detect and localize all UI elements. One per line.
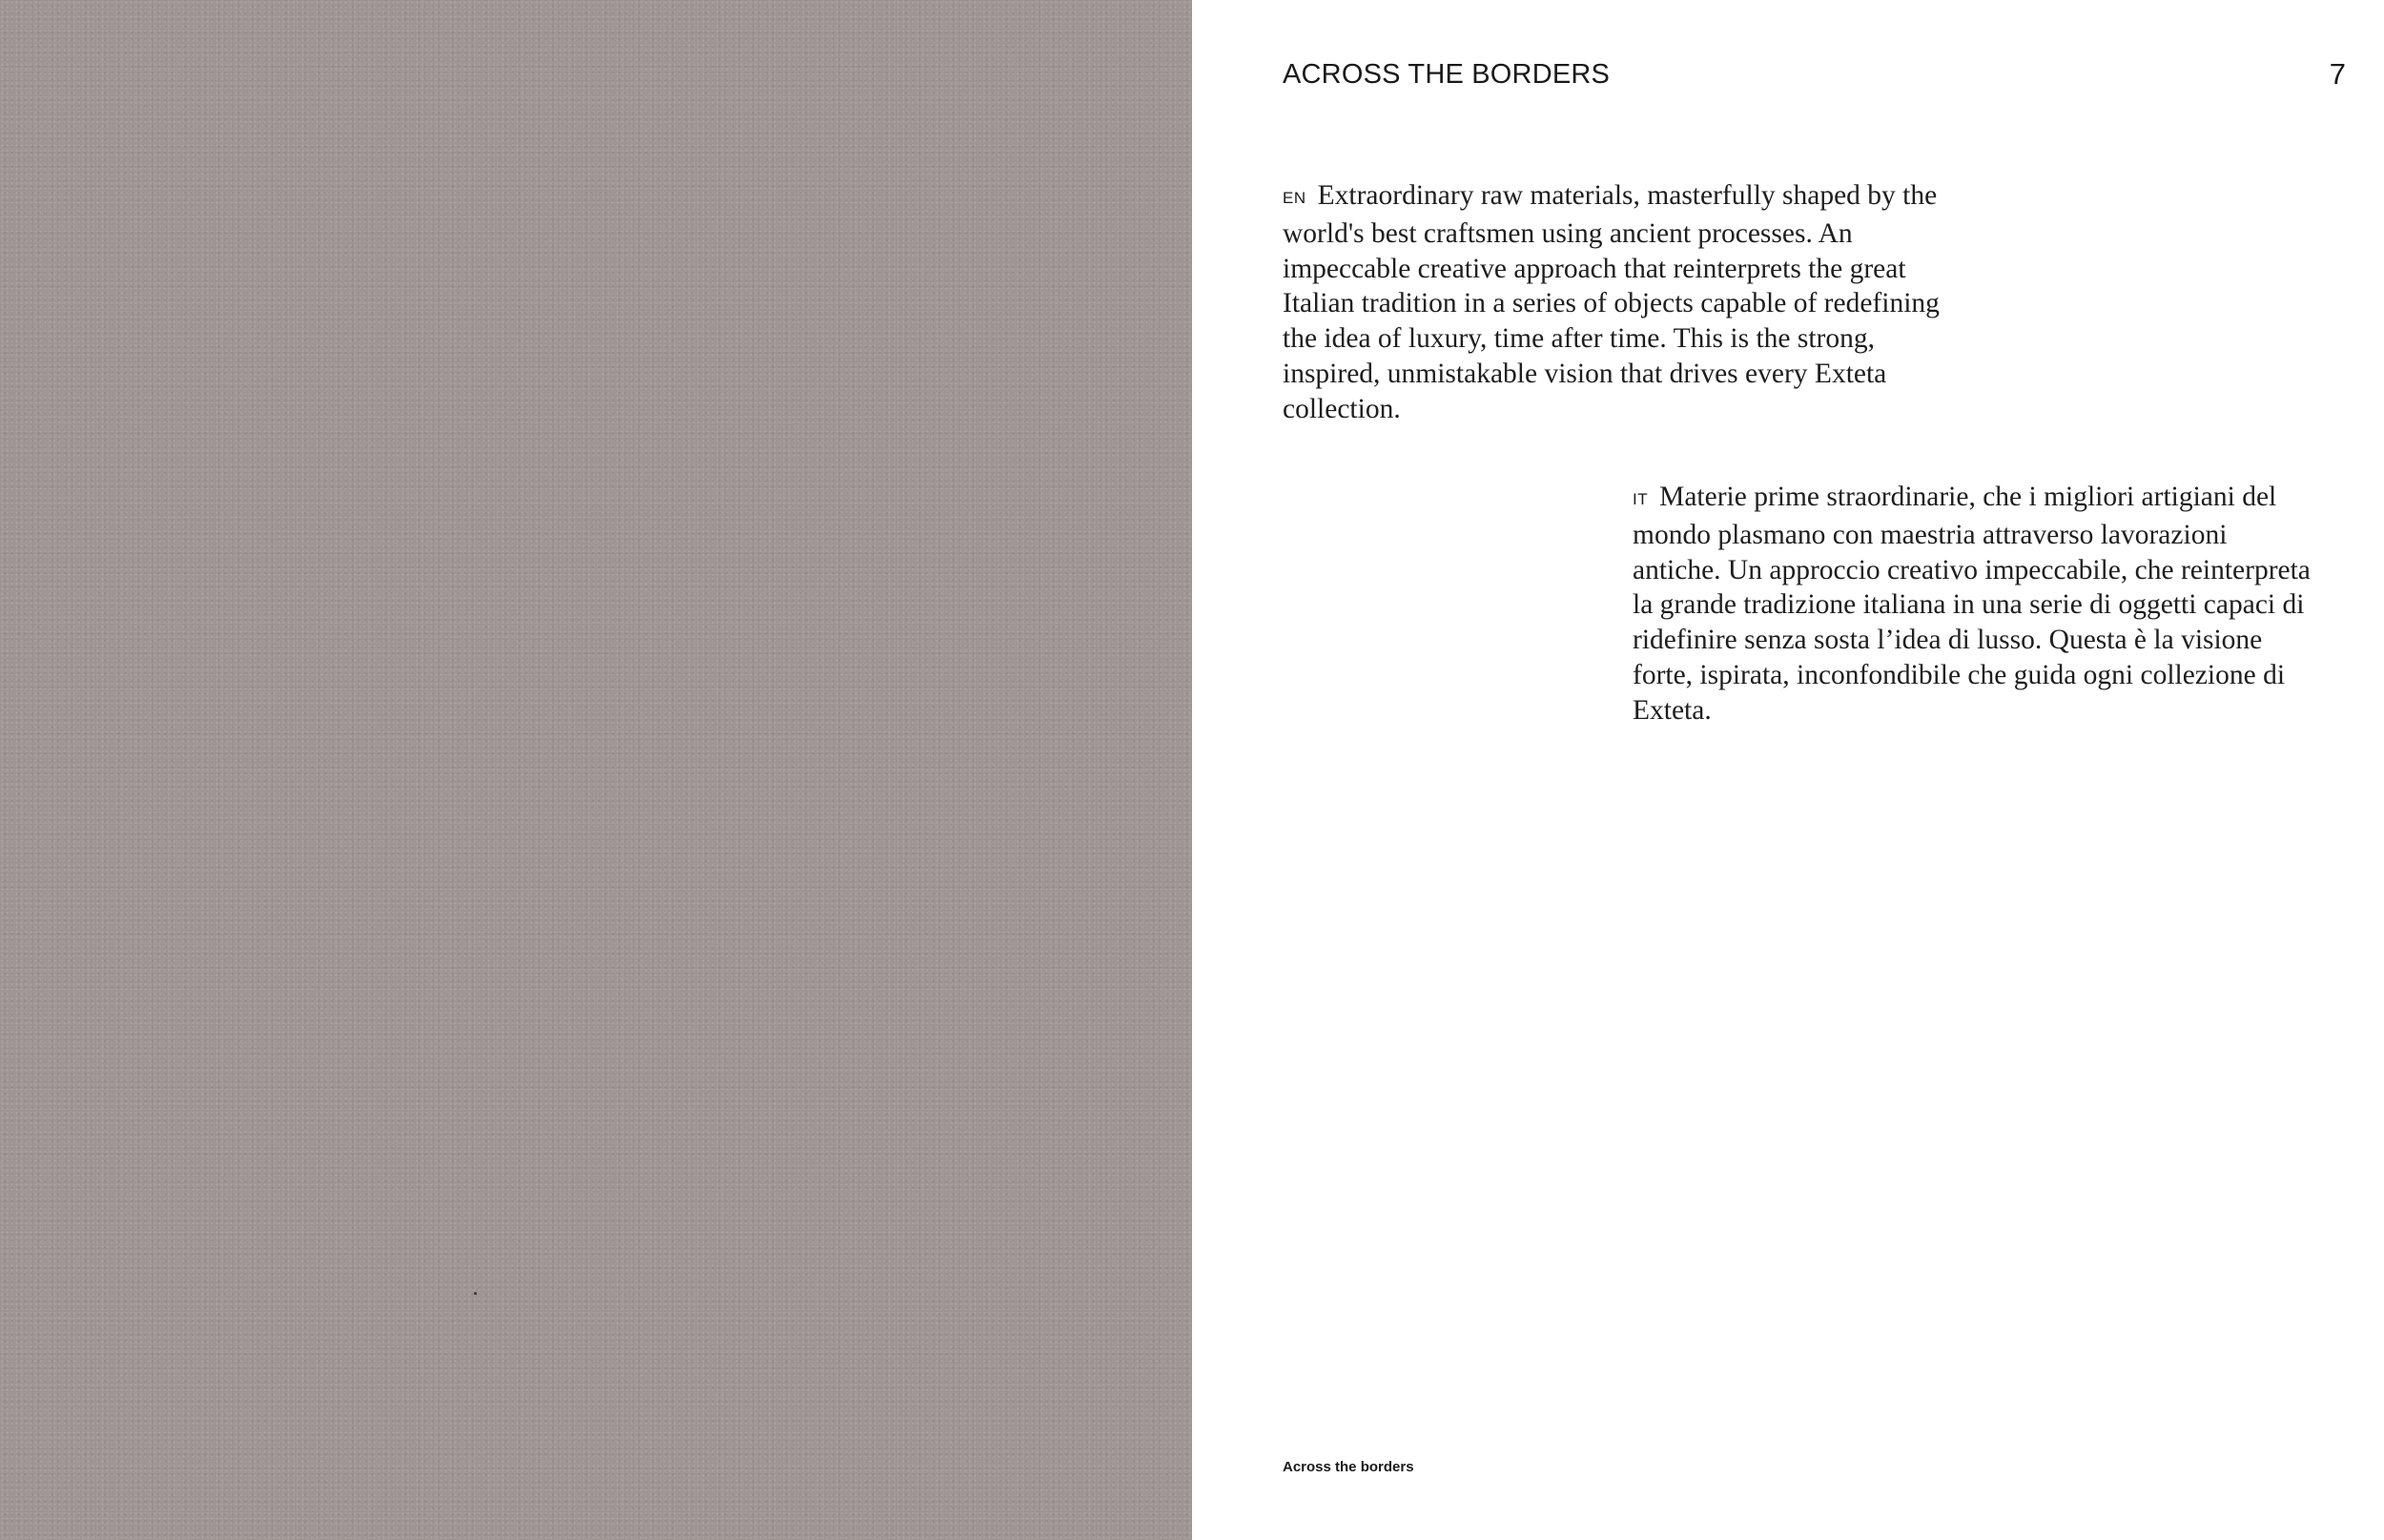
language-tag-en: EN	[1283, 189, 1306, 207]
italian-paragraph	[1633, 480, 2319, 729]
page-number: 7	[2329, 57, 2346, 91]
english-paragraph	[1283, 178, 1950, 427]
running-title: ACROSS THE BORDERS	[1283, 59, 1611, 90]
paper-speck	[474, 1292, 477, 1295]
italian-text: Materie prime straordinarie, che i migliori artigiani del mondo plasmano con maestria attraverso lavorazioni antiche. Un approccio creativo impeccabile, che reinterpreta la grande tradizione italiana in una serie di oggetti capaci di ridefinire senza sosta l’idea di lusso. Questa è la visione forte, ispirata, inconfondibile che guida ogni collezione di Exteta.	[1633, 482, 2311, 726]
text-page	[1192, 0, 2384, 1540]
page-footer: Across the borders	[1283, 1459, 1414, 1475]
english-text: Extraordinary raw materials, masterfully shaped by the world's best craftsmen using ancient processes. An impeccable creative approach that reinterprets the great Italian tradition in a series of objects capable of redefining the idea of luxury, time after time. This is the strong, inspired, unmistakable vision that drives every Exteta collection.	[1283, 180, 1940, 424]
language-tag-it: IT	[1633, 490, 1649, 508]
